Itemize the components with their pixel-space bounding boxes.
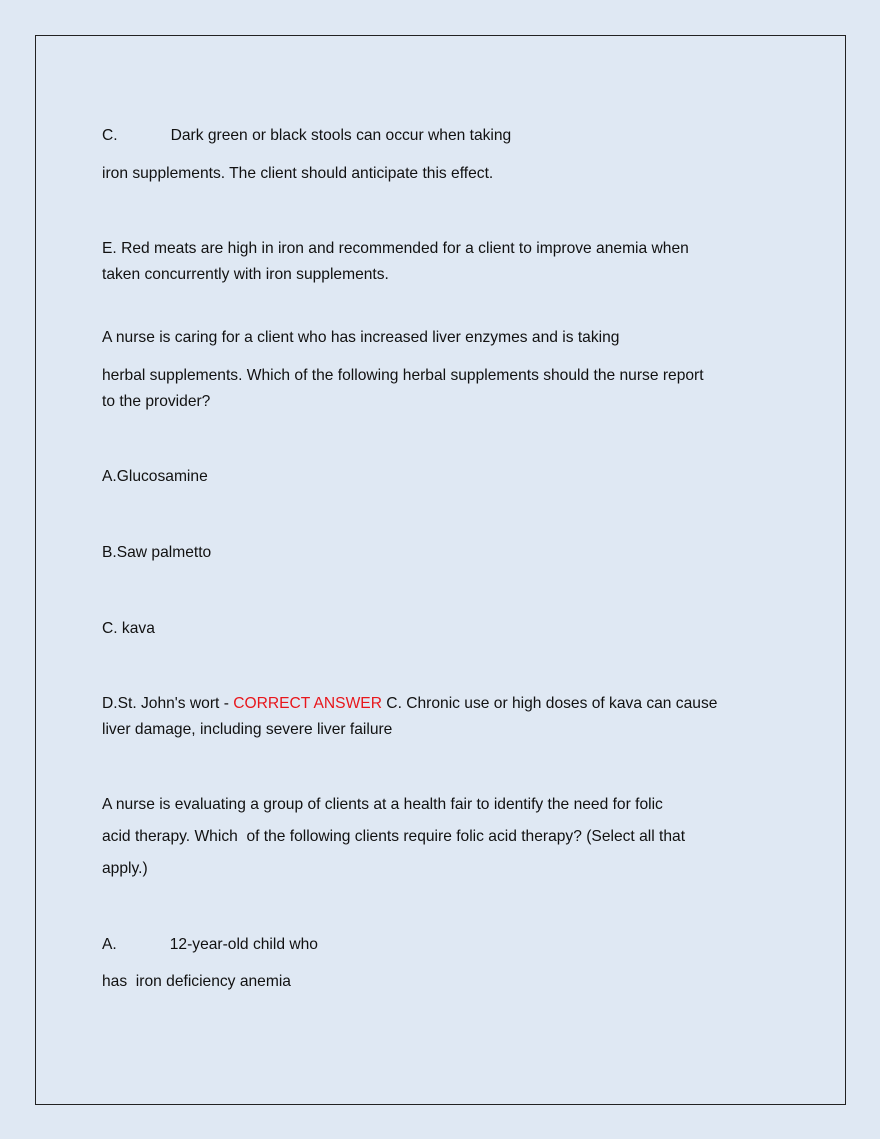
q2-option-d-line xyxy=(102,694,717,714)
option-text: 12-year-old child who xyxy=(169,936,318,953)
q1-option-c-line2: iron supplements. The client should anticipate this effect. xyxy=(102,165,494,182)
q1-option-e-line1: E. Red meats are high in iron and recommended for a client to improve anemia when xyxy=(102,240,689,257)
q1-option-c-line1 xyxy=(102,126,511,146)
q2-rationale-line2: liver damage, including severe liver failure xyxy=(102,721,393,738)
q3-stem-line1: A nurse is evaluating a group of clients at a health fair to identify the need for folic xyxy=(102,796,663,813)
option-label: C. xyxy=(102,127,118,144)
q3-stem-line2: acid therapy. Which of the following clients require folic acid therapy? (Select all that xyxy=(102,828,686,845)
q2-stem-line3: to the provider? xyxy=(102,393,211,410)
q2-stem-line1: A nurse is caring for a client who has increased liver enzymes and is taking xyxy=(102,329,620,346)
q2-option-c: C. kava xyxy=(102,620,155,637)
q2-stem-line2: herbal supplements. Which of the following herbal supplements should the nurse report xyxy=(102,367,704,384)
q2-option-d: D.St. John's wort - xyxy=(102,695,234,712)
option-text: Dark green or black stools can occur when taking xyxy=(170,127,512,144)
rationale-text: C. Chronic use or high doses of kava can cause xyxy=(381,695,718,712)
q3-option-a-line2: has iron deficiency anemia xyxy=(102,973,291,990)
correct-answer-label: CORRECT ANSWER xyxy=(233,695,382,712)
q3-option-a-line1 xyxy=(102,935,318,955)
option-label: A. xyxy=(102,936,117,953)
q1-option-e-line2: taken concurrently with iron supplements. xyxy=(102,266,389,283)
q2-option-a: A.Glucosamine xyxy=(102,468,208,485)
q2-option-b: B.Saw palmetto xyxy=(102,544,212,561)
q3-stem-line3: apply.) xyxy=(102,860,148,877)
